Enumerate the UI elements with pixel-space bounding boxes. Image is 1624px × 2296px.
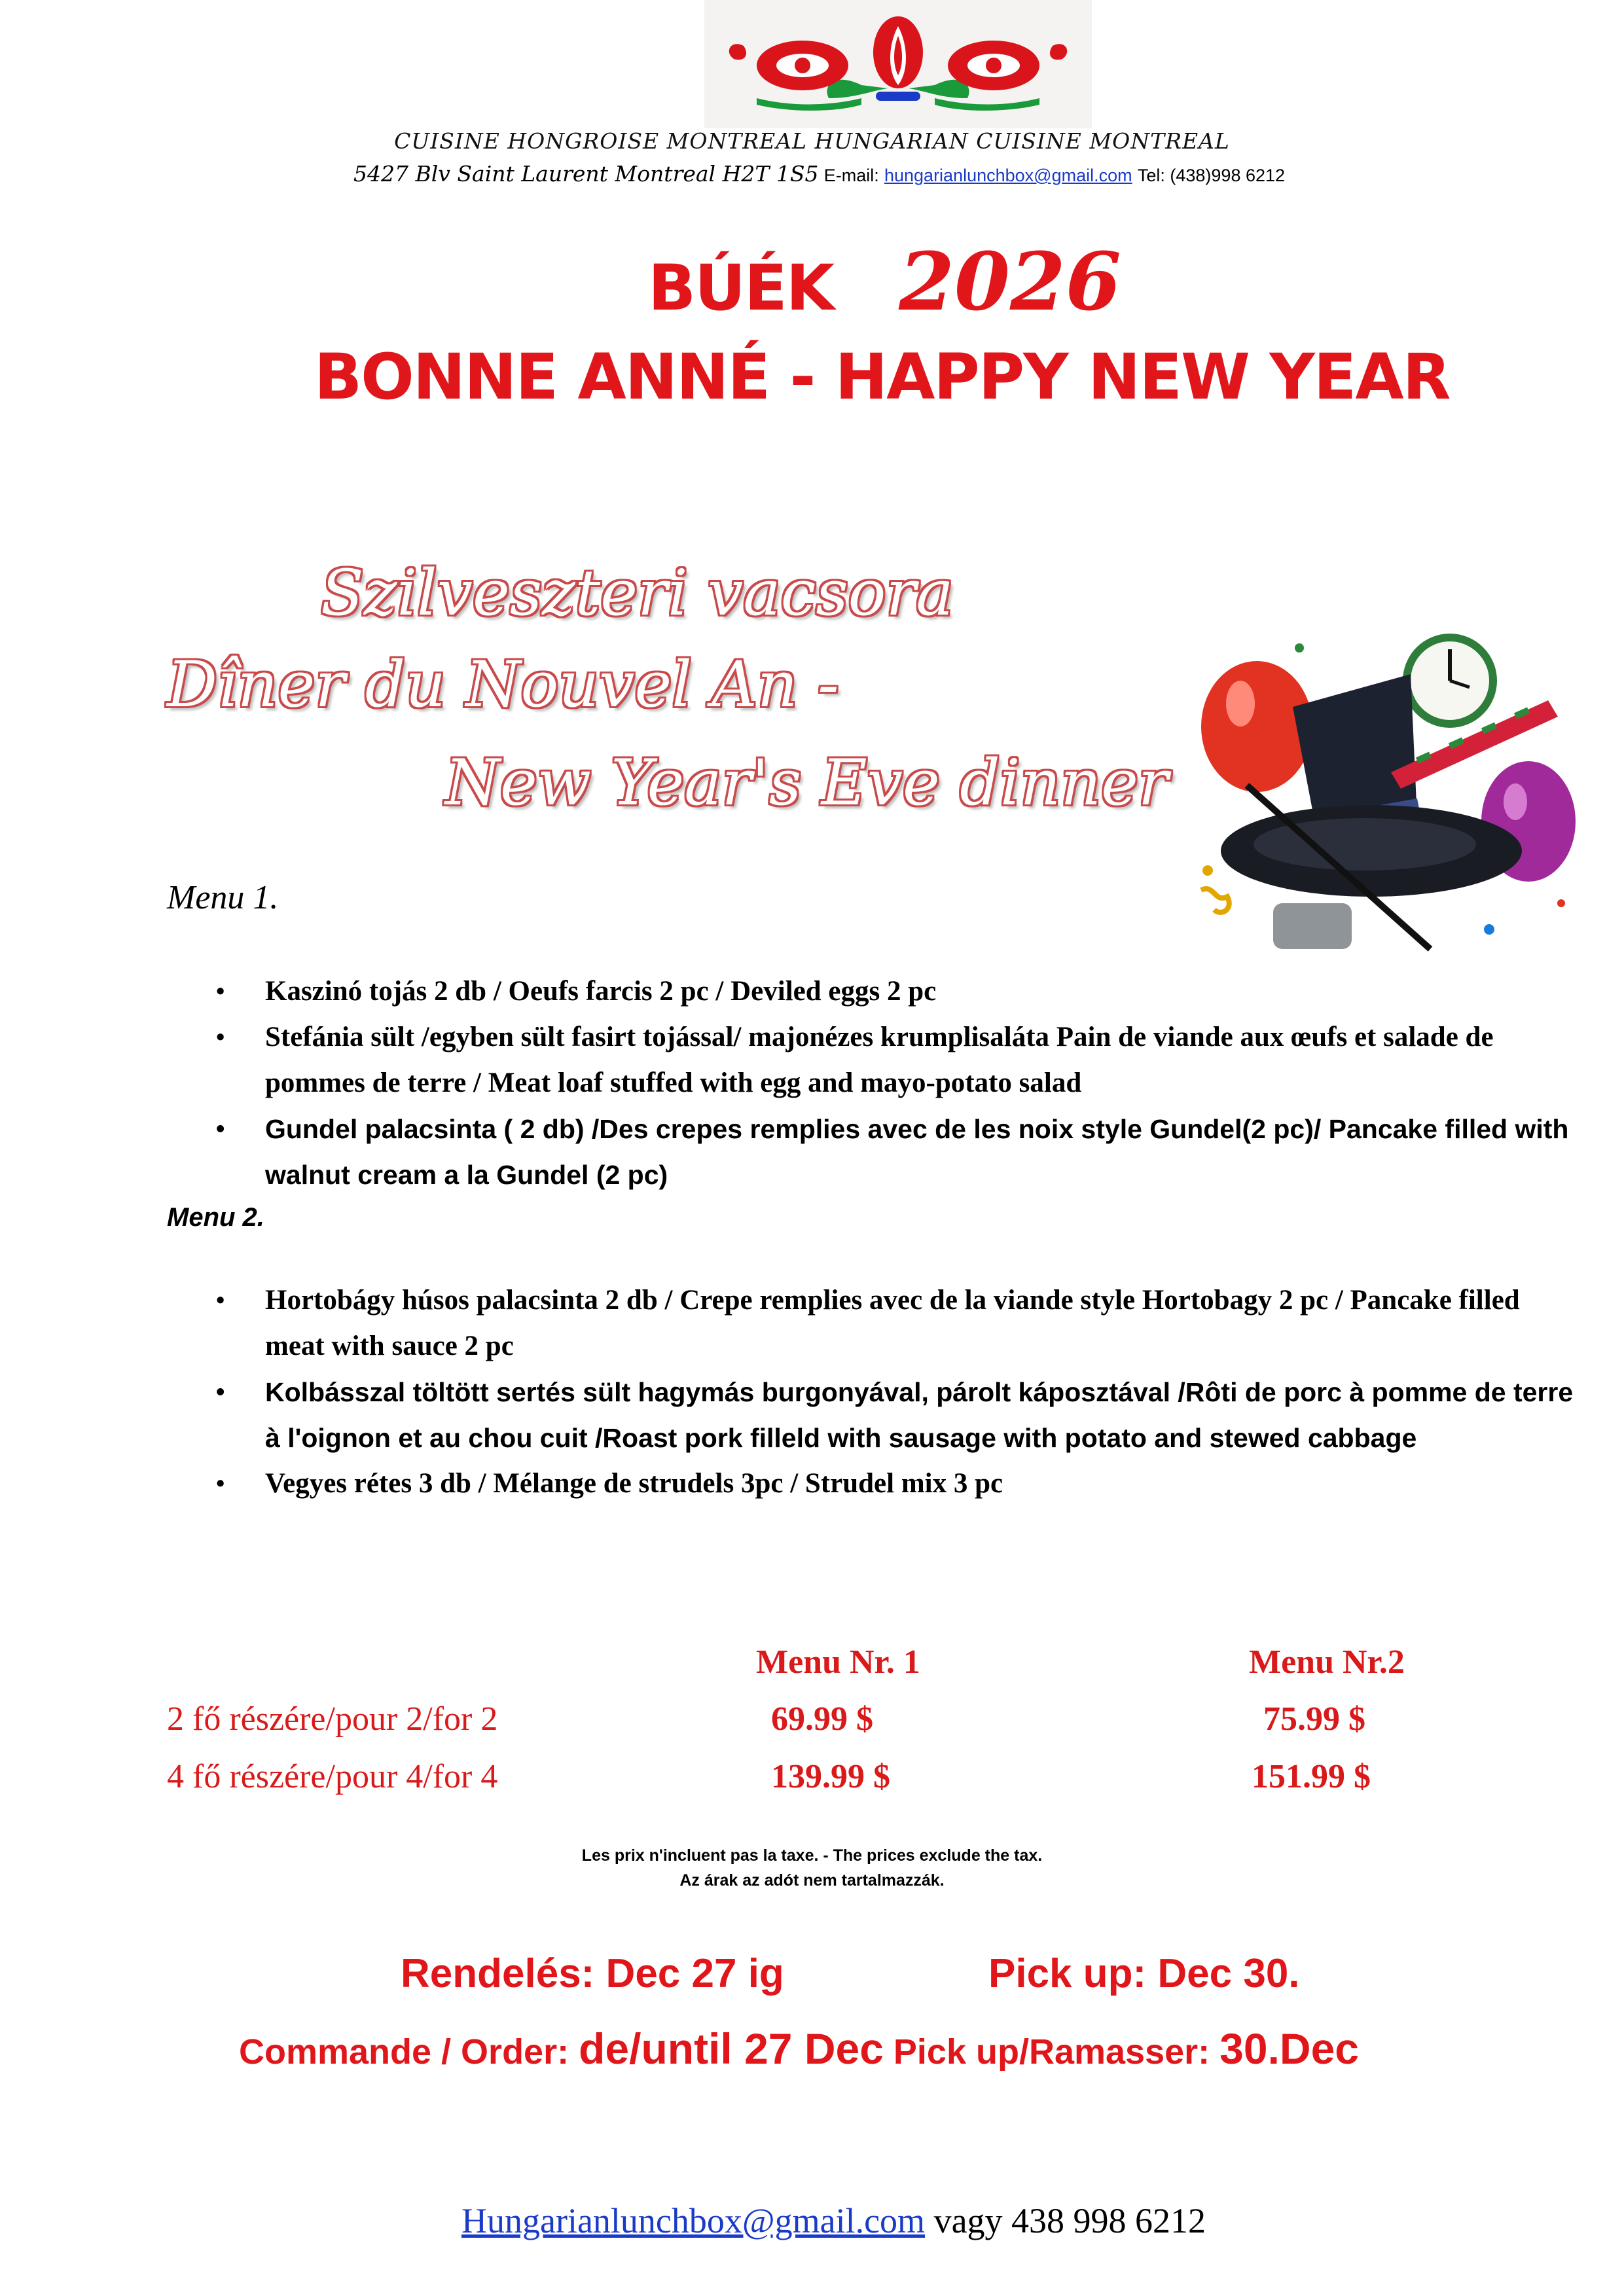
menu1-list [216,969,1584,1198]
party-hat-clock-icon [1195,622,1587,988]
folk-art-logo [704,0,1092,128]
headline-year: 2026 [899,234,1121,329]
menu1-title: Menu 1. [167,879,279,916]
menu1-item-3: • Gundel palacsinta ( 2 db) /Des crepes remplies avec de les noix style Gundel(2 pc)/ Pancake filled with walnut cream a la Gundel (2 pc) [216,1106,1584,1198]
tax-note-line2: Az árak az adót nem tartalmazzák. [679,1871,945,1890]
price-row-label: 4 fő részére/pour 4/for 4 [167,1758,498,1795]
menu2-list [216,1278,1584,1507]
tax-note-line1: Les prix n'incluent pas la taxe. - The prices exclude the tax. [581,1846,1043,1865]
price-value: 69.99 $ [771,1700,873,1738]
price-header-menu2: Menu Nr.2 [1249,1643,1405,1681]
order-deadline-hu: Rendelés: Dec 27 ig [401,1951,784,1996]
pickup-date-hu: Pick up: Dec 30. [988,1951,1300,1996]
pickup-date: 30.Dec [1219,2024,1359,2073]
order-deadline: de/until 27 Dec [579,2024,884,2073]
menu2-title: Menu 2. [167,1203,264,1232]
menu1-item-1: • Kaszinó tojás 2 db / Oeufs farcis 2 pc / Deviled eggs 2 pc [216,969,1584,1014]
price-header-menu1: Menu Nr. 1 [756,1643,920,1681]
headline-happy-new-year: BONNE ANNÉ - HAPPY NEW YEAR [314,340,1450,414]
subtitle-hungarian: Szilveszteri vacsora [321,556,954,630]
subtitle-french: Dîner du Nouvel An - [167,648,839,721]
footer-email-link[interactable]: Hungarianlunchbox@gmail.com [461,2201,926,2240]
headline-greeting [648,234,1121,329]
tulip-ornament-icon [704,0,1092,128]
price-row-label: 2 fő részére/pour 2/for 2 [167,1700,498,1738]
menu2-item-3: • Vegyes rétes 3 db / Mélange de strudels 3pc / Strudel mix 3 pc [216,1461,1584,1507]
subtitle-english: New Year's Eve dinner [445,746,1168,819]
street-address: 5427 Blv Saint Laurent Montreal H2T 1S5 [353,161,819,187]
price-value: 151.99 $ [1252,1758,1371,1795]
footer-contact [461,2200,1206,2241]
menu2-item-1: • Hortobágy húsos palacsinta 2 db / Crepe remplies avec de la viande style Hortobagy 2 pc / Pancake filled meat with sauce 2 pc [216,1278,1584,1369]
menu1-item-2: • Stefánia sült /egyben sült fasirt tojással/ majonézes krumplisaláta Pain de viande aux œufs et salade de pommes de terre / Meat loaf stuffed with egg and mayo-potato salad [216,1014,1584,1106]
footer-phone: vagy 438 998 6212 [925,2201,1206,2240]
headline-buek: BÚÉK [648,251,834,325]
new-year-party-illustration [1195,622,1587,988]
phone-number: Tel: (438)998 6212 [1137,166,1286,185]
header-email-link[interactable]: hungarianlunchbox@gmail.com [884,166,1132,185]
price-value: 75.99 $ [1263,1700,1365,1738]
organization-line: CUISINE HONGROISE MONTREAL HUNGARIAN CUISINE MONTREAL [394,128,1230,154]
email-label: E-mail: [823,166,879,185]
menu2-item-2: • Kolbásszal töltött sertés sült hagymás burgonyával, párolt káposztával /Rôti de porc à pomme de terre à l'oignon et au chou cuit /Roast pork filleld with sausage with potato and stewed cabbage [216,1369,1584,1461]
address-line [353,161,1285,187]
order-pickup-line [239,2024,1359,2073]
order-label: Commande / Order: [239,2032,579,2072]
price-value: 139.99 $ [771,1758,890,1795]
pickup-label: Pick up/Ramasser: [883,2032,1220,2072]
